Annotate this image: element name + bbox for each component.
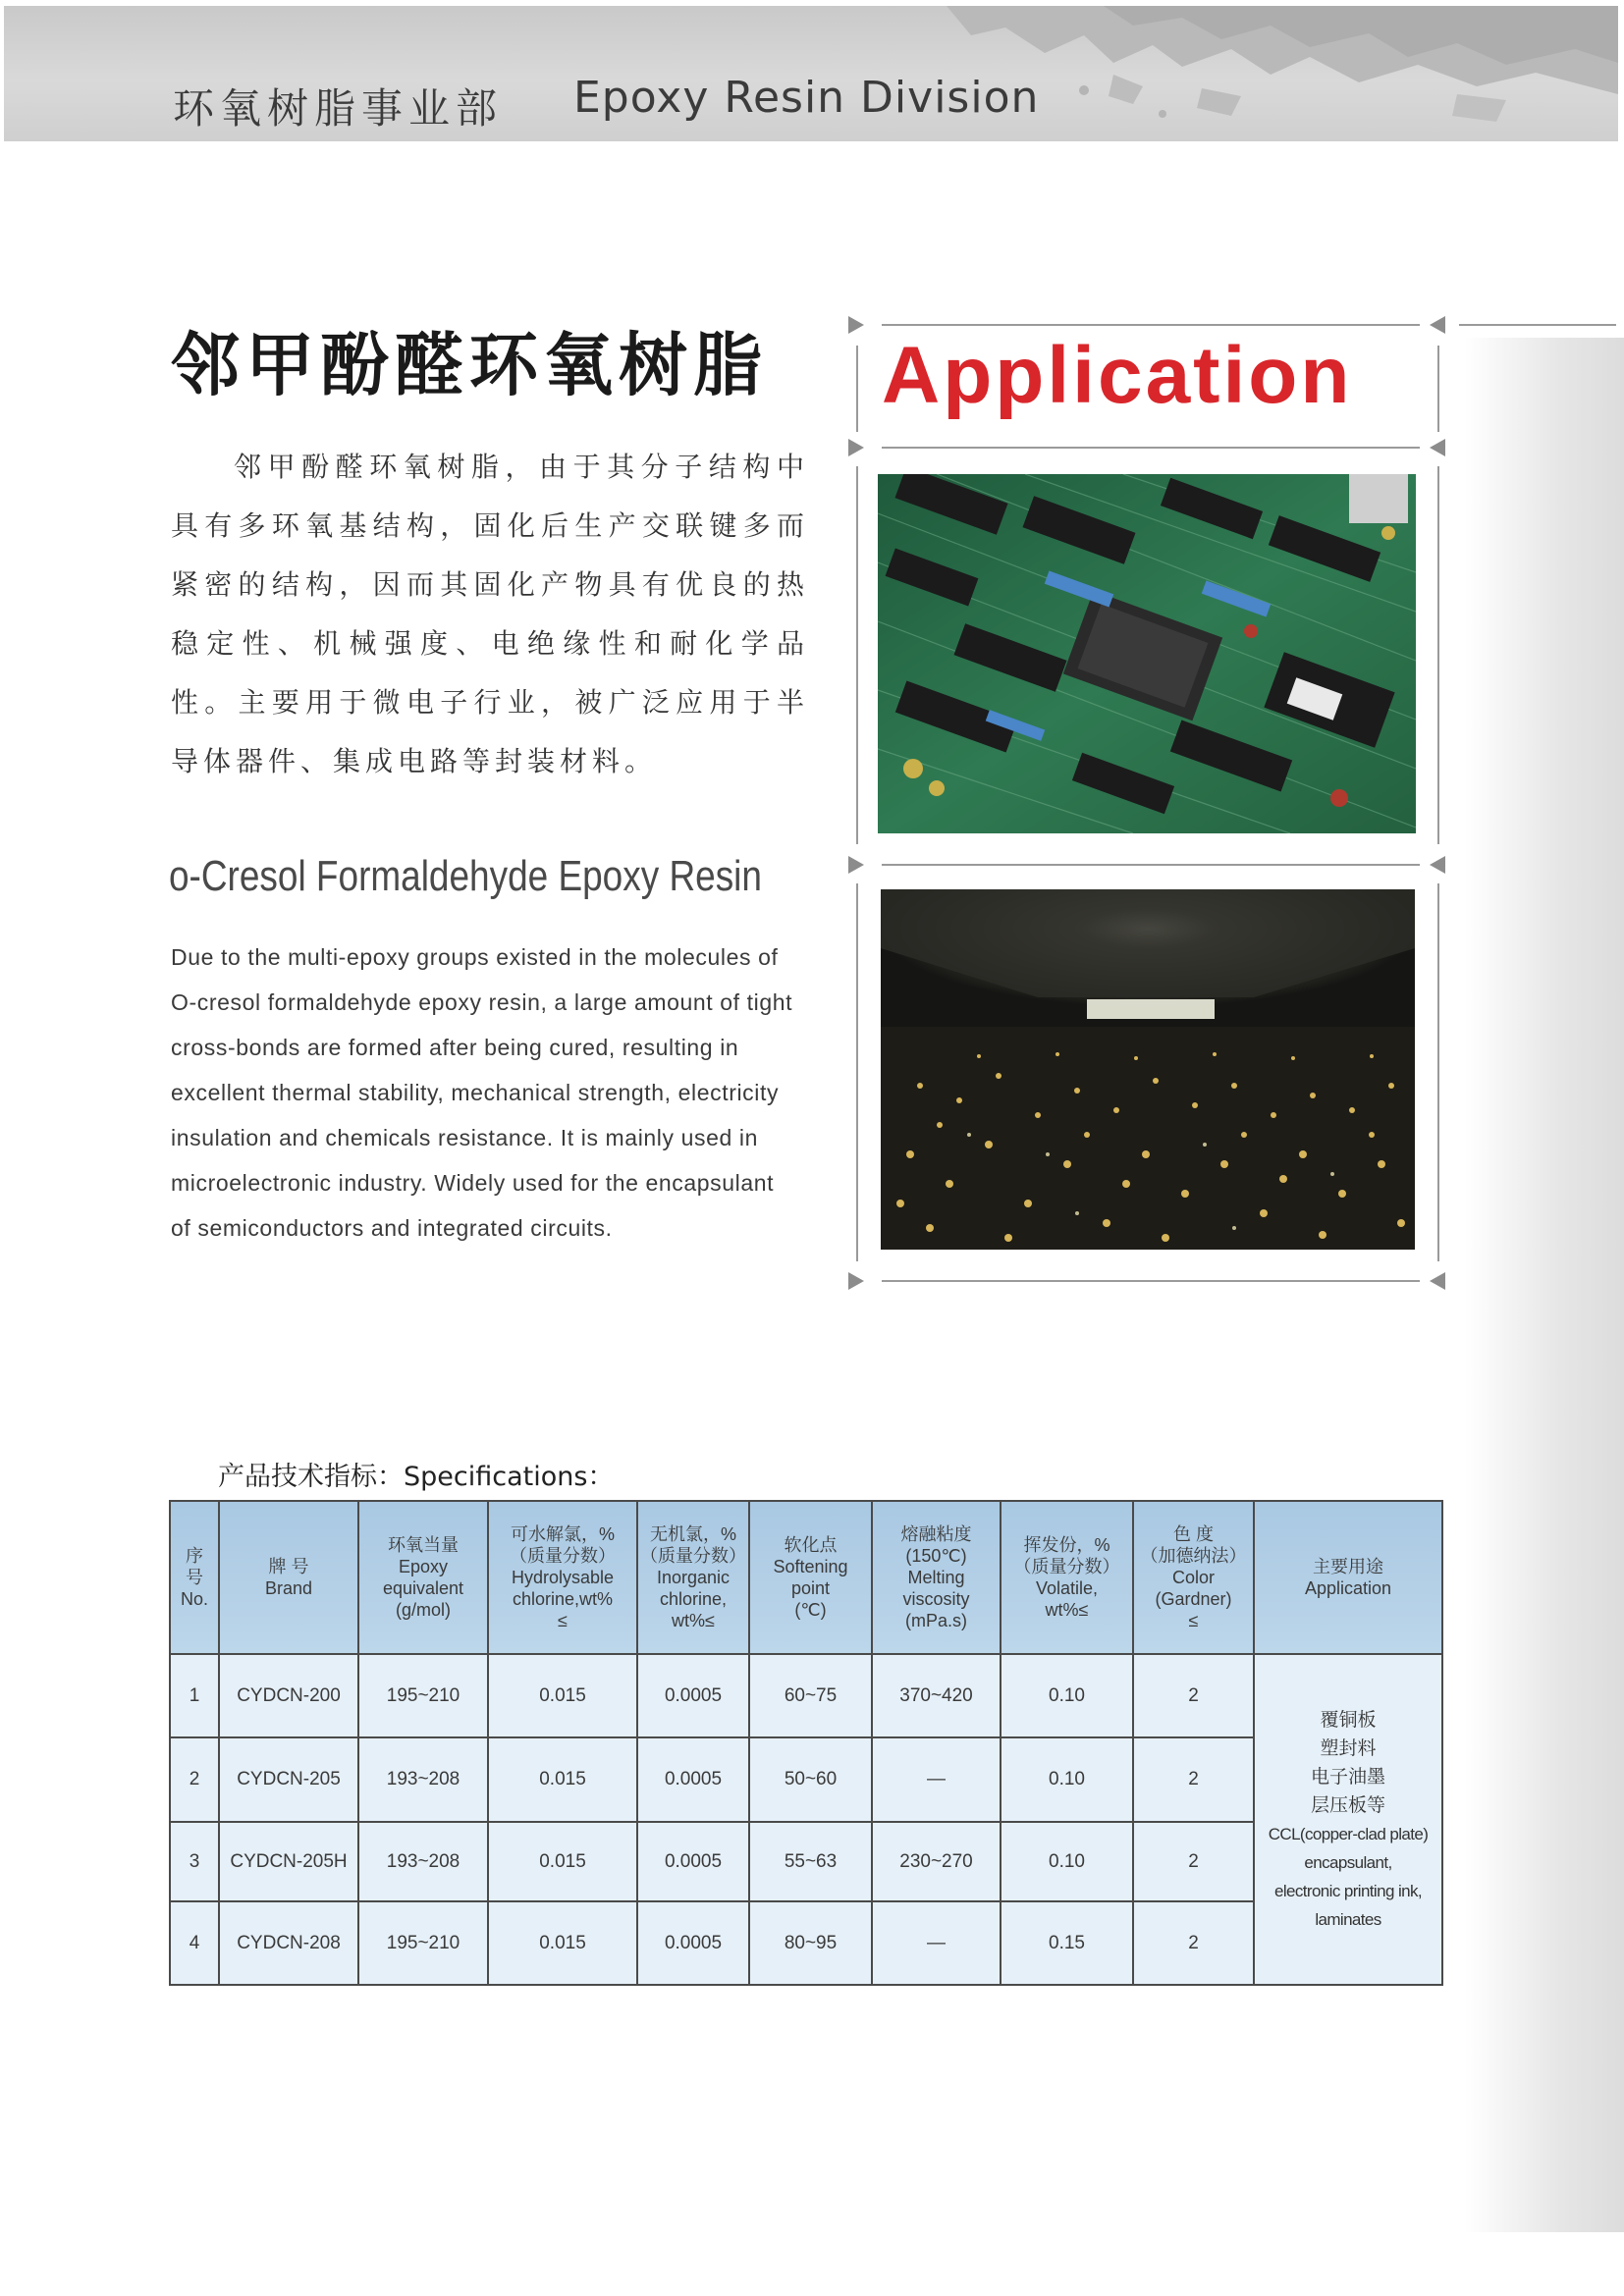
frame-right-line-3 bbox=[1437, 883, 1439, 1261]
cell-color: 2 bbox=[1133, 1654, 1254, 1737]
cell-melting-viscosity: — bbox=[872, 1737, 1001, 1822]
header-inorganic-chlorine: 无机氯，% （质量分数） Inorganic chlorine, wt%≤ bbox=[637, 1501, 749, 1654]
header-brand: 牌 号 Brand bbox=[219, 1501, 358, 1654]
product-title-cn: 邻甲酚醛环氧树脂 bbox=[171, 325, 768, 405]
frame-top-line-right bbox=[1459, 324, 1616, 326]
table-row bbox=[170, 1822, 1442, 1901]
cell-softening-point: 80~95 bbox=[749, 1901, 872, 1985]
product-description-en: Due to the multi-epoxy groups existed in the molecules of O-cresol formaldehyde epoxy resin, a large amount of tight cross-bonds are formed after being cured, resulting in excellent thermal stability, mechanical strength, electricity insulation and chemicals resistance. It is mainly used in microelectronic industry. Widely used for the encapsulant of semiconductors and integrated circuits. bbox=[171, 944, 793, 1241]
product-description-cn: 邻甲酚醛环氧树脂，由于其分子结构中具有多环氧基结构，固化后生产交联键多而紧密的结构，因而其固化产物具有优良的热稳定性、机械强度、电绝缘性和耐化学品性。主要用于微电子行业，被广泛应用于半导体器件、集成电路等封装材料。 bbox=[171, 451, 809, 777]
side-gradient-strip bbox=[1465, 338, 1624, 2232]
cell-hydrolysable-chlorine: 0.015 bbox=[488, 1822, 637, 1901]
production-line-photo bbox=[881, 889, 1415, 1250]
specifications-title: 产品技术指标：Specifications： bbox=[218, 1462, 615, 1492]
cell-melting-viscosity: — bbox=[872, 1901, 1001, 1985]
cell-color: 2 bbox=[1133, 1822, 1254, 1901]
header-no: 序 号 No. bbox=[170, 1501, 219, 1654]
cell-softening-point: 50~60 bbox=[749, 1737, 872, 1822]
table-row bbox=[170, 1654, 1442, 1737]
cell-epoxy-equivalent: 195~210 bbox=[358, 1654, 488, 1737]
cell-inorganic-chlorine: 0.0005 bbox=[637, 1654, 749, 1737]
header-melting-viscosity: 熔融粘度 (150℃) Melting viscosity (mPa.s) bbox=[872, 1501, 1001, 1654]
cell-epoxy-equivalent: 195~210 bbox=[358, 1901, 488, 1985]
frame-top-line bbox=[882, 324, 1420, 326]
cell-volatile: 0.10 bbox=[1001, 1822, 1133, 1901]
table-row bbox=[170, 1901, 1442, 1985]
specifications-table bbox=[169, 1500, 1443, 1986]
frame-left-line-1 bbox=[856, 346, 858, 432]
cell-inorganic-chlorine: 0.0005 bbox=[637, 1737, 749, 1822]
cell-color: 2 bbox=[1133, 1737, 1254, 1822]
frame-arrow-right bbox=[848, 1272, 864, 1290]
frame-arrow-left bbox=[1430, 1272, 1445, 1290]
header-application: 主要用途 Application bbox=[1254, 1501, 1442, 1654]
application-heading: Application bbox=[882, 331, 1353, 420]
frame-bottom-line bbox=[882, 1280, 1420, 1282]
frame-arrow-right bbox=[848, 439, 864, 456]
frame-arrow-right bbox=[848, 316, 864, 334]
cell-no: 2 bbox=[170, 1737, 219, 1822]
frame-left-line-3 bbox=[856, 883, 858, 1261]
cell-epoxy-equivalent: 193~208 bbox=[358, 1737, 488, 1822]
product-title-en: o-Cresol Formaldehyde Epoxy Resin bbox=[169, 852, 762, 900]
cell-hydrolysable-chlorine: 0.015 bbox=[488, 1737, 637, 1822]
header-softening-point: 软化点 Softening point (℃) bbox=[749, 1501, 872, 1654]
frame-arrow-left bbox=[1430, 856, 1445, 874]
cell-no: 1 bbox=[170, 1654, 219, 1737]
cell-hydrolysable-chlorine: 0.015 bbox=[488, 1654, 637, 1737]
division-name-en: Epoxy Resin Division bbox=[573, 73, 1040, 123]
header-epoxy-equivalent: 环氧当量 Epoxy equivalent (g/mol) bbox=[358, 1501, 488, 1654]
cell-volatile: 0.10 bbox=[1001, 1737, 1133, 1822]
division-name-cn: 环氧树脂事业部 bbox=[173, 84, 504, 133]
header-hydrolysable-chlorine: 可水解氯，% （质量分数） Hydrolysable chlorine,wt% ≤ bbox=[488, 1501, 637, 1654]
frame-left-line-2 bbox=[856, 466, 858, 844]
header-band bbox=[4, 6, 1618, 141]
header-color: 色 度 （加德纳法） Color (Gardner) ≤ bbox=[1133, 1501, 1254, 1654]
circuit-board-photo bbox=[878, 474, 1416, 833]
cell-no: 3 bbox=[170, 1822, 219, 1901]
cell-volatile: 0.10 bbox=[1001, 1654, 1133, 1737]
cell-inorganic-chlorine: 0.0005 bbox=[637, 1822, 749, 1901]
frame-arrow-left bbox=[1430, 439, 1445, 456]
cell-volatile: 0.15 bbox=[1001, 1901, 1133, 1985]
frame-arrow-right bbox=[848, 856, 864, 874]
frame-right-line-2 bbox=[1437, 466, 1439, 844]
frame-title-bottom-line bbox=[882, 447, 1420, 449]
cell-brand: CYDCN-208 bbox=[219, 1901, 358, 1985]
cell-softening-point: 60~75 bbox=[749, 1654, 872, 1737]
cell-melting-viscosity: 230~270 bbox=[872, 1822, 1001, 1901]
cell-brand: CYDCN-205H bbox=[219, 1822, 358, 1901]
cell-softening-point: 55~63 bbox=[749, 1822, 872, 1901]
frame-arrow-left bbox=[1430, 316, 1445, 334]
header-volatile: 挥发份，% （质量分数） Volatile, wt%≤ bbox=[1001, 1501, 1133, 1654]
frame-right-line-1 bbox=[1437, 346, 1439, 432]
frame-mid-line bbox=[882, 864, 1420, 866]
cell-brand: CYDCN-205 bbox=[219, 1737, 358, 1822]
cell-melting-viscosity: 370~420 bbox=[872, 1654, 1001, 1737]
cell-epoxy-equivalent: 193~208 bbox=[358, 1822, 488, 1901]
cell-no: 4 bbox=[170, 1901, 219, 1985]
cell-brand: CYDCN-200 bbox=[219, 1654, 358, 1737]
cell-color: 2 bbox=[1133, 1901, 1254, 1985]
table-header-row bbox=[170, 1501, 1442, 1654]
cell-application: 覆铜板 塑封料 电子油墨 层压板等 CCL(copper-clad plate) encapsulant, electronic printing ink, laminates bbox=[1254, 1654, 1442, 1985]
cell-hydrolysable-chlorine: 0.015 bbox=[488, 1901, 637, 1985]
cell-inorganic-chlorine: 0.0005 bbox=[637, 1901, 749, 1985]
table-row bbox=[170, 1737, 1442, 1822]
